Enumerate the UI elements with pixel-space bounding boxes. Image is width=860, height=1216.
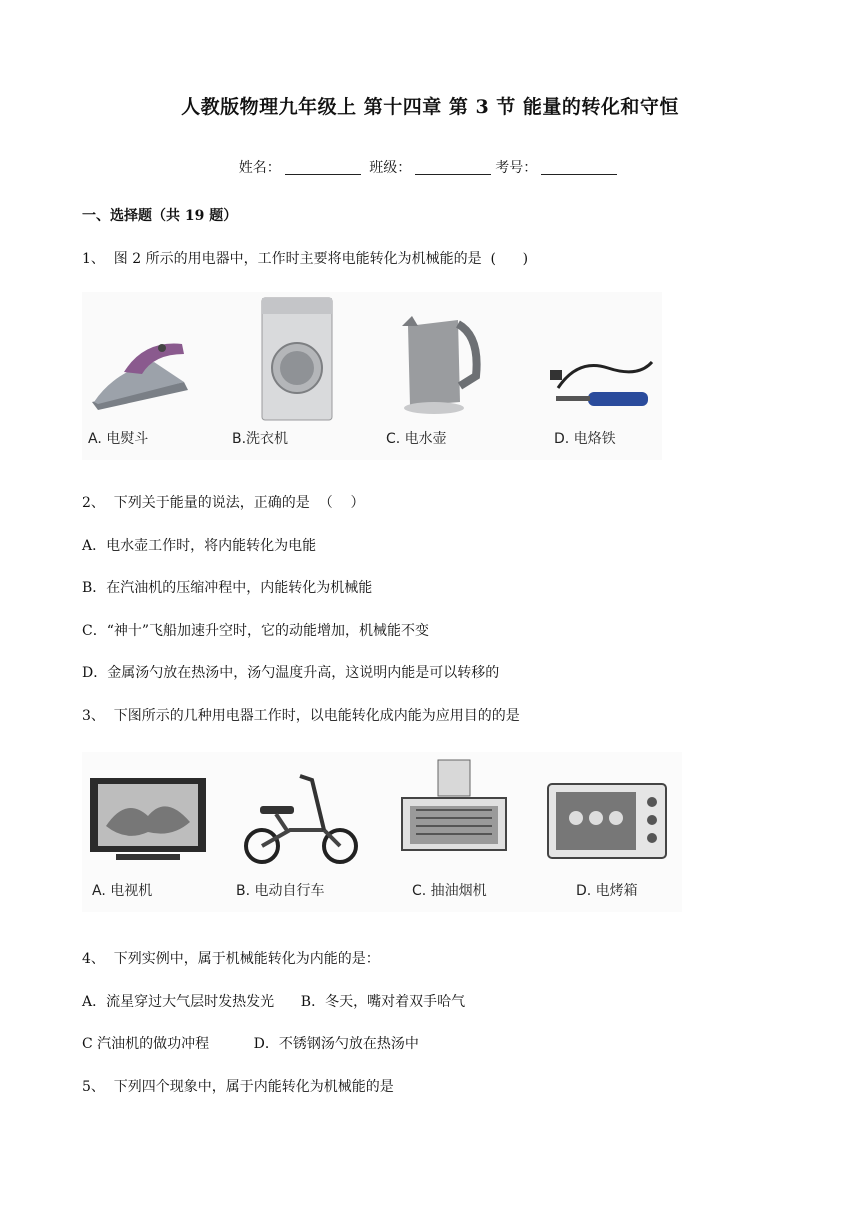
question-3-figure	[82, 752, 682, 912]
q4-options-line-2: C 汽油机的做功冲程 D．不锈钢汤勺放在热汤中	[82, 1036, 419, 1052]
q2-option-b: B．在汽油机的压缩冲程中，内能转化为机械能	[82, 580, 373, 596]
class-label: 班级：	[369, 160, 412, 176]
class-blank[interactable]	[415, 160, 491, 175]
q2-option-c: C．“神十”飞船加速升空时，它的动能增加，机械能不变	[82, 623, 430, 639]
name-label: 姓名：	[238, 160, 281, 176]
q1-caption-b: B.洗衣机	[232, 431, 289, 447]
question-2-stem: 2、 下列关于能量的说法，正确的是 （ ）	[82, 495, 365, 511]
washing-machine-icon	[258, 296, 338, 424]
question-1-figure	[82, 292, 662, 460]
range-hood-icon	[396, 758, 512, 868]
q3-caption-b: B. 电动自行车	[236, 883, 325, 899]
q2-option-d: D．金属汤勺放在热汤中，汤勺温度升高，这说明内能是可以转移的	[82, 665, 500, 681]
q1-caption-d: D. 电烙铁	[554, 431, 616, 447]
kettle-icon	[398, 306, 482, 416]
ebike-icon	[240, 766, 366, 866]
iron-icon	[84, 332, 194, 412]
q2-option-a: A．电水壶工作时，将内能转化为电能	[82, 538, 317, 554]
tv-icon	[86, 776, 210, 862]
question-1-stem: 1、 图 2 所示的用电器中，工作时主要将电能转化为机械能的是 ( )	[82, 251, 529, 267]
page-title: 人教版物理九年级上 第十四章 第 3 节 能量的转化和守恒	[181, 96, 679, 118]
exam-number-blank[interactable]	[541, 160, 617, 175]
soldering-iron-icon	[548, 348, 660, 418]
name-blank[interactable]	[285, 160, 361, 175]
oven-icon	[544, 780, 670, 862]
q3-caption-d: D. 电烤箱	[576, 883, 638, 899]
exam-number-label: 考号：	[495, 160, 538, 176]
question-4-stem: 4、 下列实例中，属于机械能转化为内能的是：	[82, 951, 380, 967]
q4-options-line-1: A．流星穿过大气层时发热发光 B．冬天，嘴对着双手哈气	[82, 994, 466, 1010]
student-info-line	[0, 157, 860, 177]
q3-caption-a: A. 电视机	[92, 883, 153, 899]
question-5-stem: 5、 下列四个现象中，属于内能转化为机械能的是	[82, 1079, 394, 1095]
q1-caption-c: C. 电水壶	[386, 431, 447, 447]
q3-caption-c: C. 抽油烟机	[412, 883, 487, 899]
section-heading: 一、选择题（共 19 题）	[82, 208, 238, 224]
q1-caption-a: A. 电熨斗	[88, 431, 149, 447]
question-3-stem: 3、 下图所示的几种用电器工作时，以电能转化成内能为应用目的的是	[82, 708, 520, 724]
